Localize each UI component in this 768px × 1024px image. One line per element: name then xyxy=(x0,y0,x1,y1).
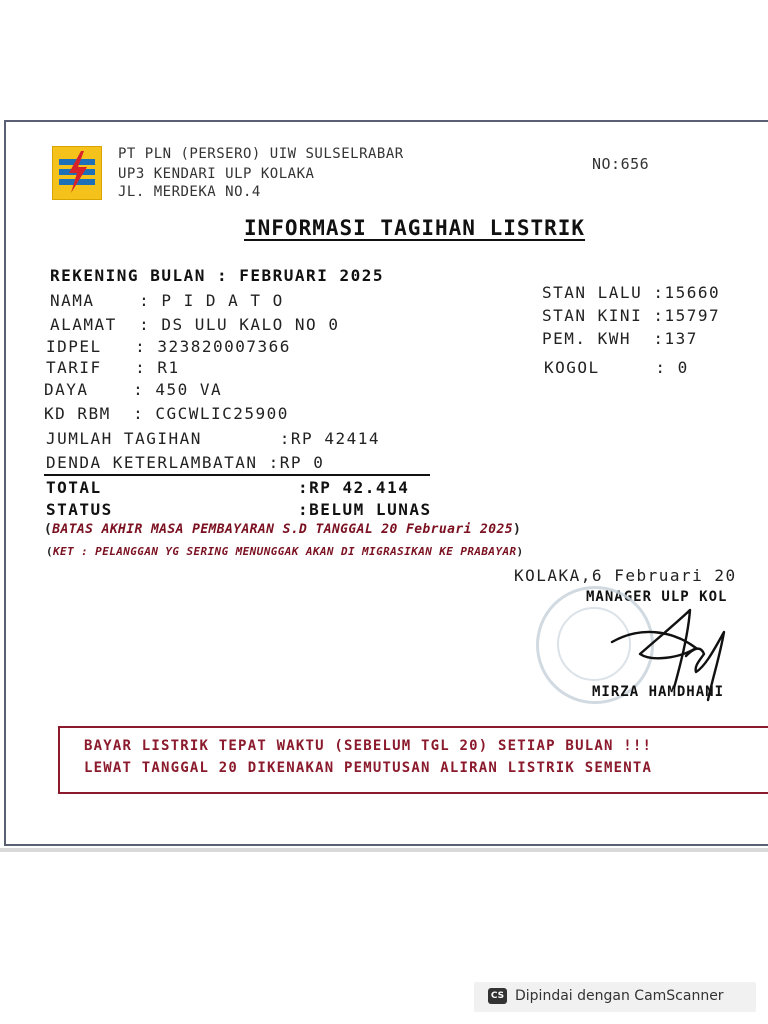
company-name: PT PLN (PERSERO) UIW SULSELRABAR xyxy=(118,146,404,162)
camscanner-icon: CS xyxy=(488,988,507,1004)
late-fee: DENDA KETERLAMBATAN :RP 0 xyxy=(46,453,325,472)
total-divider xyxy=(44,474,430,476)
pln-logo-icon xyxy=(52,146,102,200)
total-label: TOTAL xyxy=(46,478,102,497)
prepaid-migration-note: (KET : PELANGGAN YG SERING MENUNGGAK AKAN DI MIGRASIKAN KE PRABAYAR) xyxy=(46,545,524,558)
customer-address: ALAMAT : DS ULU KALO NO 0 xyxy=(50,315,340,334)
billing-month: REKENING BULAN : FEBRUARI 2025 xyxy=(50,266,384,285)
meter-previous: STAN LALU :15660 xyxy=(542,283,721,302)
customer-name: NAMA : P I D A T O xyxy=(50,291,284,310)
warning-line-2: LEWAT TANGGAL 20 DIKENAKAN PEMUTUSAN ALIRAN LISTRIK SEMENTA xyxy=(84,760,653,776)
company-unit: UP3 KENDARI ULP KOLAKA xyxy=(118,166,315,182)
total-value: :RP 42.414 xyxy=(298,478,410,497)
photo-edge xyxy=(0,848,768,852)
place-date: KOLAKA,6 Februari 20 xyxy=(514,566,737,585)
tariff: TARIF : R1 xyxy=(46,358,180,377)
payment-warning-box xyxy=(58,726,768,794)
document-number: NO:656 xyxy=(592,155,650,173)
company-address: JL. MERDEKA NO.4 xyxy=(118,184,261,200)
kogol: KOGOL : 0 xyxy=(544,358,689,377)
status-value: :BELUM LUNAS xyxy=(298,500,432,519)
meter-current: STAN KINI :15797 xyxy=(542,306,721,325)
bill-amount: JUMLAH TAGIHAN :RP 42414 xyxy=(46,429,380,448)
kwh-usage: PEM. KWH :137 xyxy=(542,329,698,348)
scanner-watermark xyxy=(474,982,756,1012)
route-code: KD RBM : CGCWLIC25900 xyxy=(44,404,289,423)
customer-id: IDPEL : 323820007366 xyxy=(46,337,291,356)
watermark-text: Dipindai dengan CamScanner xyxy=(515,988,724,1004)
warning-line-1: BAYAR LISTRIK TEPAT WAKTU (SEBELUM TGL 20) SETIAP BULAN !!! xyxy=(84,738,653,754)
signer-role: MANAGER ULP KOL xyxy=(586,589,728,605)
payment-deadline-note: (BATAS AKHIR MASA PEMBAYARAN S.D TANGGAL 20 Februari 2025) xyxy=(44,522,522,537)
power-capacity: DAYA : 450 VA xyxy=(44,380,223,399)
status-label: STATUS xyxy=(46,500,113,519)
document-title: INFORMASI TAGIHAN LISTRIK xyxy=(244,216,586,240)
signer-name: MIRZA HAMDHANI xyxy=(592,684,725,700)
